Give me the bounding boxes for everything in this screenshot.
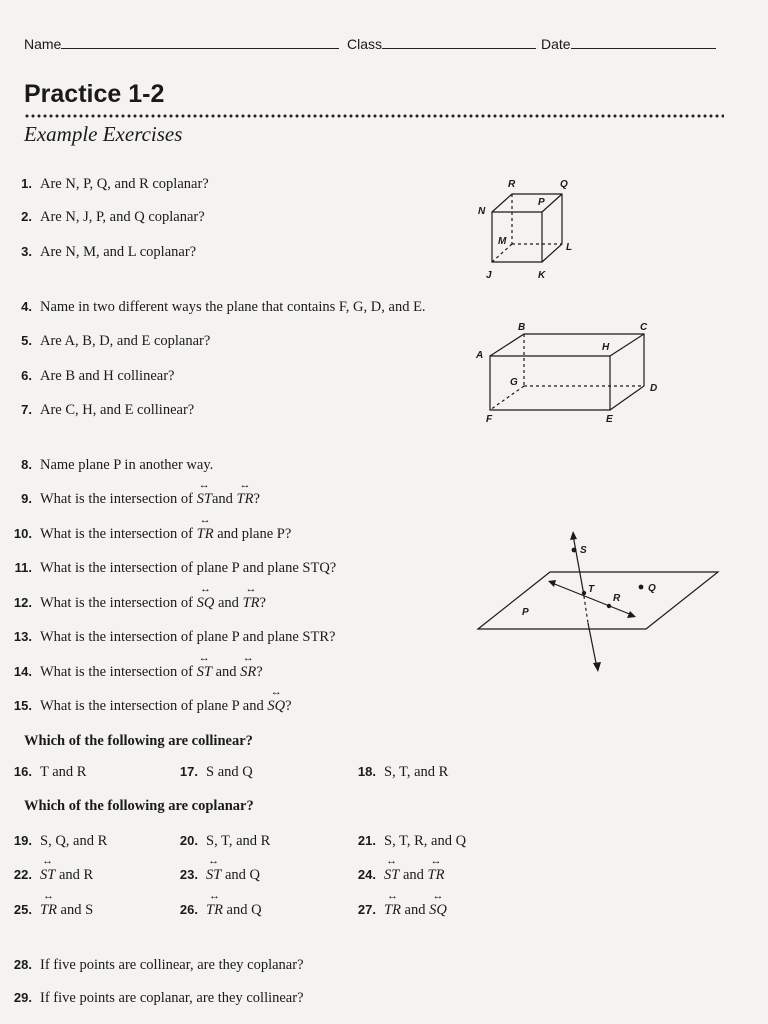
question-20 <box>172 833 270 850</box>
question-18 <box>350 764 448 781</box>
prism-label-e: E <box>606 414 613 425</box>
question-number: 1. <box>21 176 32 191</box>
question-number: 8. <box>21 457 32 472</box>
question-text: and <box>214 595 243 611</box>
question-number: 29. <box>13 990 32 1005</box>
line-st-lower <box>588 623 597 668</box>
date-field[interactable] <box>571 36 716 49</box>
cube-label-m: M <box>498 236 507 247</box>
question-text: Are C, H, and E collinear? <box>40 402 195 418</box>
question-text: S and Q <box>206 764 253 780</box>
prism-back-edges <box>490 334 644 410</box>
line-symbol: ↔ SQ <box>429 902 447 919</box>
line-symbol: ↔ TR <box>428 867 445 884</box>
question-23 <box>172 867 260 884</box>
line-symbol: ↔ TR <box>197 526 214 543</box>
question-text: Are N, M, and L coplanar? <box>40 244 197 260</box>
question-text: and <box>400 902 430 918</box>
dotted-divider <box>24 113 724 119</box>
cube-label-k: K <box>538 270 546 281</box>
question-text: What is the intersection of <box>40 491 197 507</box>
question-21 <box>350 833 466 850</box>
question-17 <box>172 764 253 781</box>
prism-label-a: A <box>476 350 484 361</box>
name-field[interactable] <box>61 36 339 49</box>
plane-label-q: Q <box>648 583 656 594</box>
question-11 <box>6 560 336 577</box>
question-5 <box>6 333 210 350</box>
question-14 <box>6 664 263 681</box>
question-number: 28. <box>13 957 32 972</box>
question-text: S, T, and R <box>206 833 271 849</box>
plane-p <box>478 572 718 629</box>
question-text: ? <box>256 664 263 680</box>
arrowhead <box>548 580 556 587</box>
question-text: What is the intersection of plane P and plane STQ? <box>40 560 337 576</box>
question-text: Name plane P in another way. <box>40 457 214 473</box>
question-text: and Q <box>222 902 262 918</box>
question-text: T and R <box>40 764 87 780</box>
header <box>24 36 339 52</box>
date-group <box>541 36 716 52</box>
question-number: 23. <box>179 867 198 882</box>
arrowhead <box>570 531 577 540</box>
question-number: 26. <box>179 902 198 917</box>
question-22 <box>6 867 93 884</box>
line-symbol: ↔ TR <box>243 595 260 612</box>
question-text: What is the intersection of <box>40 595 197 611</box>
line-symbol: ↔ TR <box>384 902 401 919</box>
line-st-upper <box>573 535 583 590</box>
question-number: 21. <box>357 833 376 848</box>
question-text: If five points are coplanar, are they collinear? <box>40 990 304 1006</box>
line-symbol: ↔ SR <box>240 664 256 681</box>
point-r <box>607 604 611 608</box>
question-number: 17. <box>179 764 198 779</box>
prism-figure <box>472 318 662 428</box>
question-text: ? <box>285 698 292 714</box>
question-text: What is the intersection of plane P and <box>40 698 268 714</box>
class-group <box>347 36 536 52</box>
date-label: Date <box>541 36 571 52</box>
line-symbol: ↔ TR <box>40 902 57 919</box>
question-9 <box>6 491 260 508</box>
cube-label-p: P <box>538 197 545 208</box>
question-number: 3. <box>21 244 32 259</box>
question-number: 2. <box>21 209 32 224</box>
question-number: 12. <box>13 595 32 610</box>
question-24 <box>350 867 444 884</box>
collinear-heading: Which of the following are collinear? <box>24 733 253 749</box>
cube-figure <box>470 172 600 284</box>
question-25 <box>6 902 93 919</box>
prism-label-f: F <box>486 414 493 425</box>
name-label: Name <box>24 36 62 52</box>
question-number: 13. <box>13 629 32 644</box>
question-text: If five points are collinear, are they coplanar? <box>40 957 304 973</box>
page-subtitle: Example Exercises <box>24 122 183 146</box>
line-symbol: ↔ ST <box>384 867 399 884</box>
prism-hidden-edge <box>490 386 524 410</box>
question-number: 25. <box>13 902 32 917</box>
question-text: S, T, R, and Q <box>384 833 467 849</box>
question-number: 5. <box>21 333 32 348</box>
plane-figure <box>470 525 730 675</box>
point-s <box>572 548 577 553</box>
cube-label-j: J <box>486 270 492 281</box>
question-6 <box>6 368 174 385</box>
class-label: Class <box>347 36 383 52</box>
plane-label-s: S <box>580 545 587 556</box>
line-symbol: ↔ ST <box>40 867 55 884</box>
prism-edge <box>610 334 644 356</box>
cube-edge <box>542 194 562 212</box>
question-text: and plane P? <box>213 526 292 542</box>
question-12 <box>6 595 266 612</box>
question-number: 4. <box>21 299 32 314</box>
question-text: Name in two different ways the plane that contains F, G, D, and E. <box>40 299 426 315</box>
question-number: 27. <box>357 902 376 917</box>
question-7 <box>6 402 194 419</box>
plane-label-t: T <box>588 584 595 595</box>
question-number: 10. <box>13 526 32 541</box>
question-text: Are B and H collinear? <box>40 368 175 384</box>
line-symbol: ↔ ST <box>206 867 221 884</box>
question-number: 7. <box>21 402 32 417</box>
question-8 <box>6 457 213 474</box>
question-text: ? <box>253 491 260 507</box>
question-text: and <box>211 664 241 680</box>
prism-label-b: B <box>518 322 526 333</box>
question-number: 24. <box>357 867 376 882</box>
question-4 <box>6 299 426 316</box>
line-symbol: ↔ ST <box>197 491 212 508</box>
question-28 <box>6 957 304 974</box>
cube-label-l: L <box>566 242 573 253</box>
question-29 <box>6 990 304 1007</box>
question-text: Are A, B, D, and E coplanar? <box>40 333 211 349</box>
question-27 <box>350 902 447 919</box>
question-number: 22. <box>13 867 32 882</box>
question-3 <box>6 244 196 261</box>
prism-label-c: C <box>640 322 648 333</box>
question-text: and <box>399 867 428 883</box>
question-text: S, Q, and R <box>40 833 108 849</box>
question-10 <box>6 526 291 543</box>
question-2 <box>6 209 205 226</box>
question-number: 6. <box>21 368 32 383</box>
question-text: What is the intersection of <box>40 664 197 680</box>
page-title: Practice 1-2 <box>24 80 165 108</box>
prism-label-d: D <box>650 383 658 394</box>
question-text: Are N, P, Q, and R coplanar? <box>40 176 209 192</box>
question-number: 14. <box>13 664 32 679</box>
line-symbol: ↔ SQ <box>197 595 215 612</box>
plane-label-r: R <box>613 593 621 604</box>
question-text: What is the intersection of <box>40 526 197 542</box>
question-text: ? <box>259 595 266 611</box>
line-symbol: ↔ SQ <box>267 698 285 715</box>
coplanar-heading: Which of the following are coplanar? <box>24 798 254 814</box>
question-number: 15. <box>13 698 32 713</box>
point-q <box>639 585 644 590</box>
question-19 <box>6 833 107 850</box>
question-26 <box>172 902 262 919</box>
question-text: and Q <box>221 867 260 883</box>
arrowhead <box>627 611 636 618</box>
line-symbol: ↔ ST <box>197 664 212 681</box>
arrowhead <box>593 662 601 672</box>
question-1 <box>6 176 209 193</box>
question-16 <box>6 764 86 781</box>
prism-front-face <box>490 356 610 410</box>
cube-label-n: N <box>478 206 486 217</box>
question-number: 9. <box>21 491 32 506</box>
plane-label-p: P <box>522 607 529 618</box>
line-symbol: ↔ TR <box>206 902 223 919</box>
question-number: 18. <box>357 764 376 779</box>
prism-label-g: G <box>510 377 518 388</box>
question-13 <box>6 629 335 646</box>
question-text: and S <box>56 902 94 918</box>
question-text: What is the intersection of plane P and plane STR? <box>40 629 336 645</box>
question-number: 20. <box>179 833 198 848</box>
question-number: 19. <box>13 833 32 848</box>
cube-label-q: Q <box>560 179 568 190</box>
class-field[interactable] <box>382 36 536 49</box>
question-number: 11. <box>14 560 32 575</box>
question-text: and R <box>55 867 94 883</box>
question-text: and <box>211 491 237 507</box>
prism-label-h: H <box>602 342 610 353</box>
question-text: S, T, and R <box>384 764 449 780</box>
line-symbol: ↔ TR <box>237 491 254 508</box>
question-text: Are N, J, P, and Q coplanar? <box>40 209 205 225</box>
question-number: 16. <box>13 764 32 779</box>
question-15 <box>6 698 292 715</box>
cube-label-r: R <box>508 179 516 190</box>
point-t <box>582 591 586 595</box>
